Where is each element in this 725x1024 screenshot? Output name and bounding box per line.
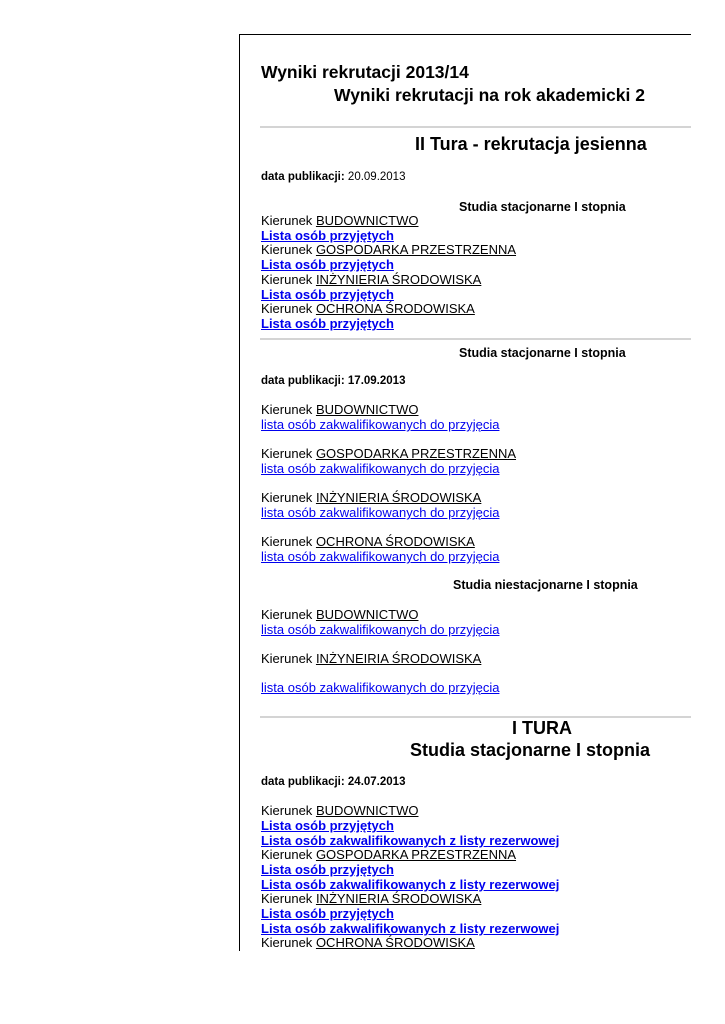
link-lista-zakwalifikowanych[interactable]: lista osób zakwalifikowanych do przyjęcia	[261, 505, 500, 520]
page-frame	[239, 34, 691, 951]
tura1-heading: I TURA	[512, 718, 572, 738]
kierunek-label: Kierunek	[261, 607, 313, 622]
kierunek-name[interactable]: OCHRONA ŚRODOWISKA	[315, 935, 475, 950]
kierunek-label: Kierunek	[261, 242, 313, 257]
kierunek-label: Kierunek	[261, 847, 313, 862]
list-item	[261, 935, 475, 950]
kierunek-name[interactable]: GOSPODARKA PRZESTRZENNA	[315, 446, 517, 461]
page-title: Wyniki rekrutacji 2013/14	[261, 62, 469, 82]
link-lista-osob-przyjetych[interactable]: Lista osób przyjętych	[261, 257, 394, 272]
link-lista-zakwalifikowanych[interactable]: lista osób zakwalifikowanych do przyjęcia	[261, 549, 500, 564]
kierunek-name[interactable]: OCHRONA ŚRODOWISKA	[315, 301, 475, 316]
list-item	[261, 272, 481, 287]
kierunek-name[interactable]: INŻYNIERIA ŚRODOWISKA	[315, 891, 482, 906]
publication-date	[261, 171, 405, 183]
page-subtitle: Wyniki rekrutacji na rok akademicki 2	[334, 85, 645, 105]
publication-date-label: data publikacji:	[261, 171, 345, 183]
link-lista-zakwalifikowanych[interactable]: lista osób zakwalifikowanych do przyjęcia	[261, 417, 500, 432]
link-lista-osob-przyjetych[interactable]: Lista osób przyjętych	[261, 316, 394, 331]
divider	[260, 338, 691, 340]
link-lista-rezerwowa[interactable]: Lista osób zakwalifikowanych z listy rezerwowej	[261, 833, 560, 848]
list-item	[261, 402, 418, 417]
link-lista-zakwalifikowanych[interactable]: lista osób zakwalifikowanych do przyjęcia	[261, 680, 500, 695]
kierunek-label: Kierunek	[261, 402, 313, 417]
list-item	[261, 301, 475, 316]
kierunek-name[interactable]: OCHRONA ŚRODOWISKA	[315, 534, 475, 549]
kierunek-name[interactable]: GOSPODARKA PRZESTRZENNA	[315, 242, 517, 257]
list-item	[261, 534, 475, 549]
list-item	[261, 213, 418, 228]
kierunek-label: Kierunek	[261, 651, 313, 666]
kierunek-name[interactable]: BUDOWNICTWO	[315, 803, 419, 818]
link-lista-osob-przyjetych[interactable]: Lista osób przyjętych	[261, 228, 394, 243]
tura1-subheading: Studia stacjonarne I stopnia	[410, 740, 651, 760]
divider	[260, 126, 691, 128]
link-lista-osob-przyjetych[interactable]: Lista osób przyjętych	[261, 906, 394, 921]
kierunek-label: Kierunek	[261, 534, 313, 549]
kierunek-name[interactable]: GOSPODARKA PRZESTRZENNA	[315, 847, 517, 862]
section-heading: Studia niestacjonarne I stopnia	[453, 578, 638, 592]
link-lista-zakwalifikowanych[interactable]: lista osób zakwalifikowanych do przyjęcia	[261, 622, 500, 637]
section-heading: Studia stacjonarne I stopnia	[459, 200, 626, 214]
kierunek-name[interactable]: INŻYNEIRIA ŚRODOWISKA	[315, 651, 482, 666]
kierunek-label: Kierunek	[261, 803, 313, 818]
list-item	[261, 242, 516, 257]
kierunek-label: Kierunek	[261, 213, 313, 228]
list-item	[261, 651, 481, 666]
kierunek-label: Kierunek	[261, 272, 313, 287]
kierunek-label: Kierunek	[261, 490, 313, 505]
list-item	[261, 607, 418, 622]
kierunek-label: Kierunek	[261, 935, 313, 950]
link-lista-rezerwowa[interactable]: Lista osób zakwalifikowanych z listy rezerwowej	[261, 921, 560, 936]
kierunek-name[interactable]: BUDOWNICTWO	[315, 213, 419, 228]
kierunek-label: Kierunek	[261, 301, 313, 316]
kierunek-name[interactable]: INŻYNIERIA ŚRODOWISKA	[315, 272, 482, 287]
list-item	[261, 446, 516, 461]
link-lista-osob-przyjetych[interactable]: Lista osób przyjętych	[261, 862, 394, 877]
list-item	[261, 847, 516, 862]
divider	[260, 716, 691, 718]
kierunek-label: Kierunek	[261, 891, 313, 906]
list-item	[261, 490, 481, 505]
kierunek-name[interactable]: BUDOWNICTWO	[315, 402, 419, 417]
list-item	[261, 803, 418, 818]
kierunek-name[interactable]: INŻYNIERIA ŚRODOWISKA	[315, 490, 482, 505]
tura2-heading: II Tura - rekrutacja jesienna	[415, 134, 647, 154]
link-lista-rezerwowa[interactable]: Lista osób zakwalifikowanych z listy rezerwowej	[261, 877, 560, 892]
kierunek-label: Kierunek	[261, 446, 313, 461]
list-item	[261, 891, 481, 906]
link-lista-osob-przyjetych[interactable]: Lista osób przyjętych	[261, 818, 394, 833]
link-lista-zakwalifikowanych[interactable]: lista osób zakwalifikowanych do przyjęcia	[261, 461, 500, 476]
section-heading: Studia stacjonarne I stopnia	[459, 346, 626, 360]
publication-date-value: 20.09.2013	[347, 171, 406, 183]
link-lista-osob-przyjetych[interactable]: Lista osób przyjętych	[261, 287, 394, 302]
kierunek-name[interactable]: BUDOWNICTWO	[315, 607, 419, 622]
publication-date: data publikacji: 17.09.2013	[261, 375, 406, 387]
publication-date: data publikacji: 24.07.2013	[261, 776, 406, 788]
